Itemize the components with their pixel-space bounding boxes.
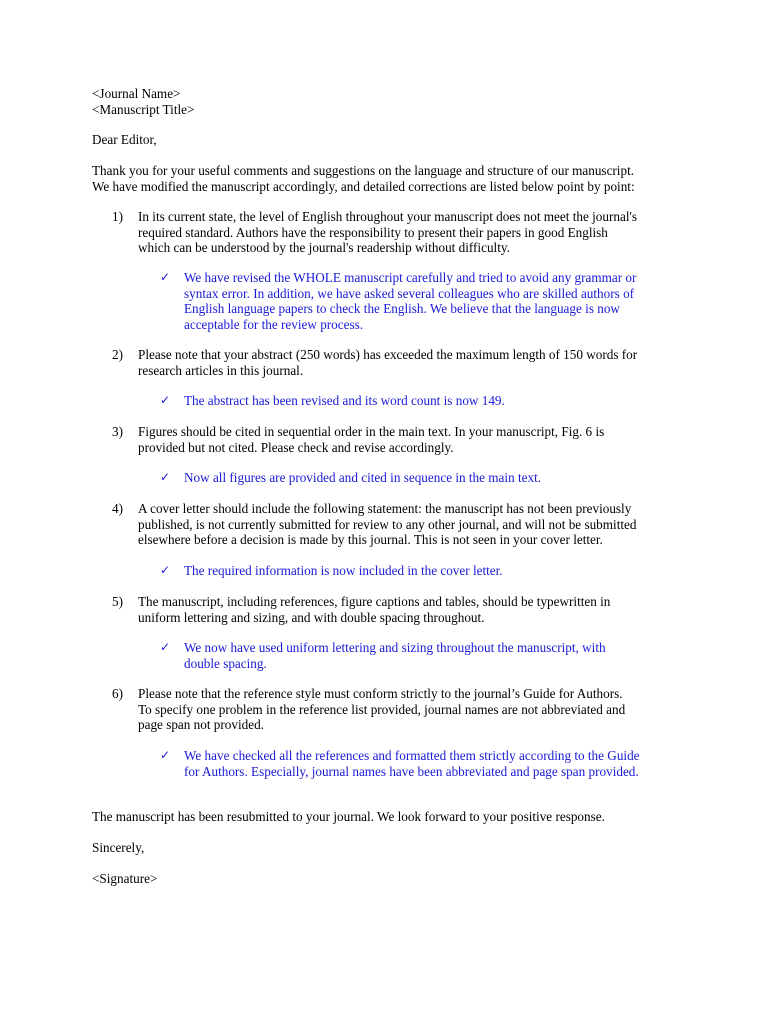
comment-line: uniform lettering and sizing, and with double spacing throughout.: [138, 609, 485, 625]
point-comment: [138, 209, 688, 256]
comment-line: page span not provided.: [138, 717, 264, 733]
response-line: The abstract has been revised and its word count is now 149.: [184, 393, 505, 408]
response-line: for Authors. Especially, journal names have been abbreviated and page span provided.: [184, 763, 639, 779]
closing-text: The manuscript has been resubmitted to your journal. We look forward to your positive response.: [92, 809, 605, 824]
sign-off-text: Sincerely,: [92, 840, 145, 855]
response-line: We now have used uniform lettering and sizing throughout the manuscript, with: [184, 640, 606, 655]
manuscript-title: <Manuscript Title>: [92, 101, 195, 117]
response-text: [184, 470, 698, 486]
comment-line: To specify one problem in the reference list provided, journal names are not abbreviated and: [138, 701, 626, 717]
journal-name: <Journal Name>: [92, 86, 181, 101]
author-response-6: [160, 748, 698, 779]
intro-paragraph: [92, 163, 682, 194]
reviewer-point-1: [112, 209, 688, 256]
point-number: 4): [112, 501, 123, 516]
response-line: acceptable for the review process.: [184, 316, 364, 332]
response-line: Now all figures are provided and cited in sequence in the main text.: [184, 470, 542, 485]
comment-line: In its current state, the level of English throughout your manuscript does not meet the journal's: [138, 209, 637, 224]
response-line: double spacing.: [184, 655, 267, 671]
intro-line: We have modified the manuscript accordingly, and detailed corrections are listed below point by point:: [92, 178, 635, 194]
point-number: 2): [112, 347, 123, 362]
comment-line: elsewhere before a decision is made by this journal. This is not seen in your cover letter.: [138, 532, 603, 548]
sign-off: [92, 840, 682, 856]
salutation-text: Dear Editor,: [92, 132, 157, 147]
salutation: [92, 132, 682, 148]
point-comment: [138, 594, 688, 625]
point-comment: [138, 347, 688, 378]
response-text: [184, 270, 698, 332]
comment-line: published, is not currently submitted for review to any other journal, and will not be submitted: [138, 516, 637, 532]
comment-line: provided but not cited. Please check and revise accordingly.: [138, 439, 454, 455]
author-response-1: [160, 270, 698, 332]
response-line: The required information is now included in the cover letter.: [184, 563, 503, 578]
intro-line: Thank you for your useful comments and suggestions on the language and structure of our manuscript.: [92, 163, 635, 178]
comment-line: which can be understood by the journal's readership without difficulty.: [138, 240, 510, 256]
point-number: 5): [112, 594, 123, 609]
comment-line: A cover letter should include the following statement: the manuscript has not been previously: [138, 501, 632, 516]
author-response-2: [160, 393, 698, 409]
point-comment: [138, 501, 688, 548]
response-line: syntax error. In addition, we have asked several colleagues who are skilled authors of: [184, 285, 635, 301]
response-line: English language papers to check the English. We believe that the language is now: [184, 301, 620, 317]
comment-line: The manuscript, including references, figure captions and tables, should be typewritten in: [138, 594, 611, 609]
reviewer-point-6: [112, 686, 688, 733]
comment-line: Please note that the reference style must conform strictly to the journal’s Guide for Authors.: [138, 686, 623, 701]
response-text: [184, 563, 698, 579]
signature-placeholder: <Signature>: [92, 871, 158, 886]
author-response-3: [160, 470, 698, 486]
author-response-4: [160, 563, 698, 579]
checkmark-icon: ✓: [160, 563, 171, 577]
checkmark-icon: ✓: [160, 270, 171, 284]
reviewer-point-4: [112, 501, 688, 548]
signature: [92, 871, 682, 887]
reviewer-point-3: [112, 424, 688, 455]
point-number: 6): [112, 686, 123, 701]
checkmark-icon: ✓: [160, 748, 171, 762]
comment-line: required standard. Authors have the responsibility to present their papers in good English: [138, 224, 608, 240]
response-text: [184, 640, 698, 671]
response-text: [184, 393, 698, 409]
point-comment: [138, 686, 688, 733]
point-number: 1): [112, 209, 123, 224]
response-line: We have revised the WHOLE manuscript carefully and tried to avoid any grammar or: [184, 270, 637, 285]
response-line: We have checked all the references and formatted them strictly according to the Guide: [184, 748, 640, 763]
response-text: [184, 748, 698, 779]
closing-paragraph: [92, 809, 682, 825]
reviewer-point-5: [112, 594, 688, 625]
point-number: 3): [112, 424, 123, 439]
comment-line: Please note that your abstract (250 words) has exceeded the maximum length of 150 words for: [138, 347, 638, 362]
author-response-5: [160, 640, 698, 671]
letter-header: [92, 86, 682, 117]
checkmark-icon: ✓: [160, 470, 171, 484]
comment-line: Figures should be cited in sequential order in the main text. In your manuscript, Fig. 6 is: [138, 424, 605, 439]
comment-line: research articles in this journal.: [138, 362, 304, 378]
reviewer-point-2: [112, 347, 688, 378]
point-comment: [138, 424, 688, 455]
checkmark-icon: ✓: [160, 393, 171, 407]
checkmark-icon: ✓: [160, 640, 171, 654]
